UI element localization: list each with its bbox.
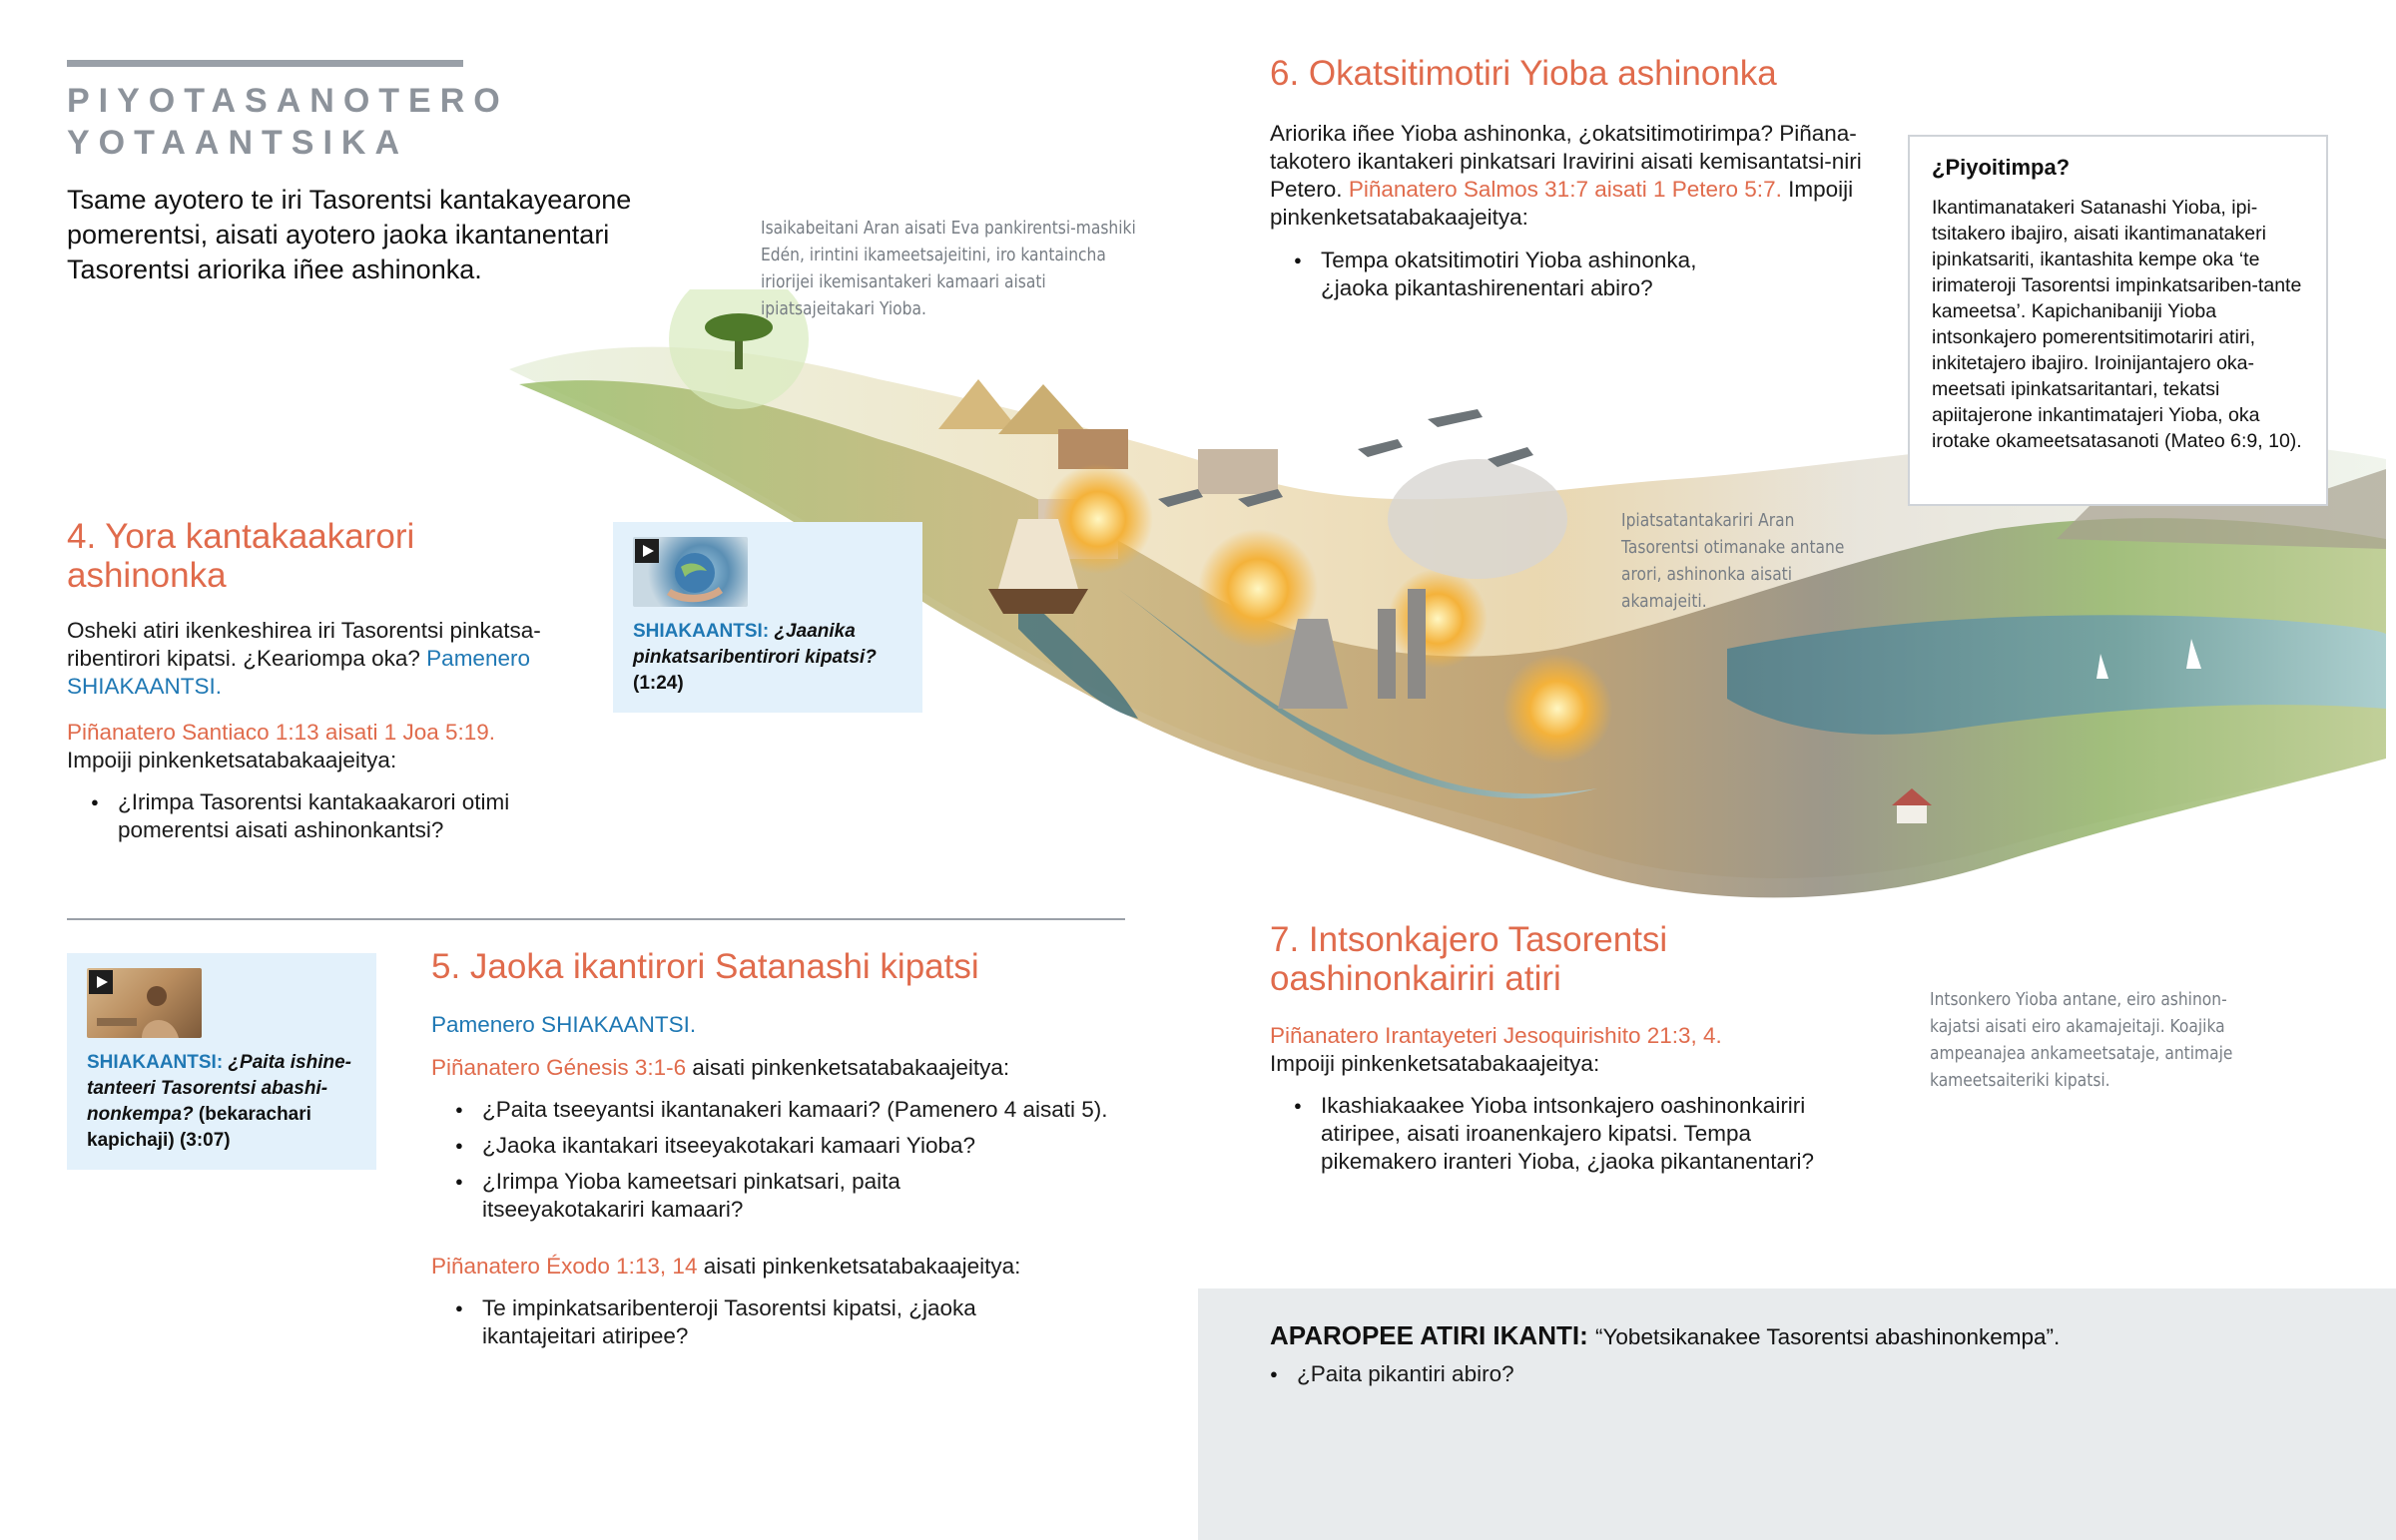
video-thumbnail[interactable] <box>87 968 202 1038</box>
video-duration: (1:24) <box>633 673 684 694</box>
section-4-reference[interactable]: Piñanatero Santiaco 1:13 aisati 1 Joa 5:19. <box>67 720 496 745</box>
video-extra: (bekarachari kapichaji) <box>87 1104 311 1151</box>
play-icon[interactable] <box>89 970 113 994</box>
section-6-prompt: Impoiji pinkenketsatabakaajeitya: <box>1270 177 1854 230</box>
section-5-ref-1-tail: aisati pinkenketsatabakaajeitya: <box>686 1055 1010 1080</box>
others-say-questions <box>1270 1360 2268 1396</box>
section-7-title: 7. Intsonkajero Tasorentsi oashinonkairiri atiri <box>1270 920 1668 998</box>
section-4-text <box>67 617 566 701</box>
section-5-ref-1-line <box>431 1054 1130 1082</box>
section-5-title: 5. Jaoka ikantirori Satanashi kipatsi <box>431 947 979 986</box>
others-say-label: APAROPEE ATIRI IKANTI: <box>1270 1320 1588 1350</box>
section-6-reference[interactable]: Piñanatero Salmos 31:7 aisati 1 Petero 5:7. <box>1348 177 1782 202</box>
section-5-video-link[interactable]: Pamenero SHIAKAANTSI. <box>431 1012 697 1037</box>
others-say-line <box>1270 1318 2060 1354</box>
video-title[interactable]: ¿Paita ishine-tanteeri Tasorentsi abashi-nonkempa? <box>87 1052 351 1125</box>
video-label: SHIAKAANTSI: <box>87 1052 224 1073</box>
video-box-2[interactable] <box>67 953 376 1170</box>
caption-future: Intsonkero Yioba antane, eiro ashinon-kajatsi aisati eiro akamajeitaji. Koajika ampeanajea ankameetsataje, antimaje kameetsaiteriki kipatsi. <box>1930 989 2233 1091</box>
section-5-ref-2-line <box>431 1253 1130 1281</box>
video-1-caption <box>633 619 902 697</box>
section-6-title: 6. Okatsitimotiri Yioba ashinonka <box>1270 54 1777 93</box>
section-6-questions <box>1294 247 1743 310</box>
video-thumbnail[interactable] <box>633 537 748 607</box>
did-you-know-body: Ikantimanatakeri Satanashi Yioba, ipi-tsitakero ibajiro, aisati ikantimanatakeri ipinkatsariti, ikantashita kempe oka ‘te irimateroji Tasorentsi impinkatsariben-tante kameetsa’. Kapichanibaniji Yioba intsonkajero pomerentsitimotariri atiri, inkitetajero ibajiro. Iroinijantajero oka-meetsati ipinkatsaritantari, tekatsi apiitajerone inkantimatajeri Yioba, oka irotake okameetsatasanoti (Mateo 6:9, 10). <box>1932 197 2302 452</box>
video-2-caption <box>87 1050 356 1154</box>
section-4-video-link[interactable]: Pamenero SHIAKAANTSI. <box>67 646 530 699</box>
did-you-know-box <box>1908 135 2328 506</box>
caption-eden: Isaikabeitani Aran aisati Eva pankirentsi-mashiki Edén, irintini ikameetsajeitini, iro kantaincha iriorijei ikemisantakeri kamaari aisati ipiatsajeitakari Yioba. <box>761 218 1136 319</box>
question-item: ● ¿Paita tseeyantsi ikantanakeri kamaari? (Pamenero 4 aisati 5). <box>455 1096 1134 1124</box>
section-6-text <box>1270 120 1879 232</box>
section-4-text-a: Osheki atiri ikenkeshirea iri Tasorentsi pinkatsa-ribentirori kipatsi. ¿Keariompa oka? <box>67 618 541 671</box>
question-item: ● ¿Irimpa Yioba kameetsari pinkatsari, paita itseeyakotakariri kamaari? <box>455 1168 934 1224</box>
kicker-line-1: PIYOTASANOTERO <box>67 82 509 120</box>
section-5-questions-2 <box>455 1294 1014 1358</box>
section-divider <box>67 918 1125 920</box>
section-7-reference[interactable]: Piñanatero Irantayeteri Jesoquirishito 21:3, 4. <box>1270 1023 1722 1048</box>
section-6-paragraph: Ariorika iñee Yioba ashinonka, ¿okatsitimotirimpa? Piñana-takotero ikantakeri pinkatsari Iravirini aisati kemisantatsi-niri Petero. <box>1270 121 1862 202</box>
section-4-prompt: Impoiji pinkenketsatabakaajeitya: <box>67 748 397 772</box>
section-5-ref-2-tail: aisati pinkenketsatabakaajeitya: <box>697 1254 1021 1279</box>
question-item: ● ¿Paita pikantiri abiro? <box>1270 1360 2268 1388</box>
others-say-panel <box>1198 1288 2396 1540</box>
video-label: SHIAKAANTSI: <box>633 621 770 642</box>
section-4-title: 4. Yora kantakaakarori ashinonka <box>67 517 415 595</box>
question-item: ● ¿Irimpa Tasorentsi kantakaakarori otimi pomerentsi aisati ashinonkantsi? <box>91 788 560 844</box>
video-title[interactable]: ¿Jaanika pinkatsaribentirori kipatsi? <box>633 621 877 668</box>
play-icon[interactable] <box>635 539 659 563</box>
section-7-questions <box>1294 1092 1863 1184</box>
section-4-questions <box>91 788 560 852</box>
others-say-quote: “Yobetsikanakee Tasorentsi abashinonkempa”. <box>1594 1324 2061 1349</box>
section-5-reference-1[interactable]: Piñanatero Génesis 3:1-6 <box>431 1055 687 1080</box>
question-item: ● Te impinkatsaribenteroji Tasorentsi kipatsi, ¿jaoka ikantajeitari atiripee? <box>455 1294 1014 1350</box>
kicker-line-2: YOTAANTSIKA <box>67 124 409 162</box>
section-5-questions-1 <box>455 1096 1134 1232</box>
header-rule <box>67 60 463 67</box>
question-item: ● Tempa okatsitimotiri Yioba ashinonka, ¿jaoka pikantashirenentari abiro? <box>1294 247 1743 302</box>
lesson-kicker <box>67 80 509 164</box>
section-5-reference-2[interactable]: Piñanatero Éxodo 1:13, 14 <box>431 1254 698 1279</box>
did-you-know-title: ¿Piyoitimpa? <box>1932 155 2071 180</box>
question-item: ● Ikashiakaakee Yioba intsonkajero oashinonkairiri atiripee, aisati iroanenkajero kipatsi. Tempa pikemakero iranteri Yioba, ¿jaoka pikantanentari? <box>1294 1092 1863 1176</box>
section-7-prompt: Impoiji pinkenketsatabakaajeitya: <box>1270 1051 1600 1076</box>
caption-suffering: Ipiatsatantakariri Aran Tasorentsi otimanake antane arori, ashinonka aisati akamajeiti. <box>1621 510 1845 612</box>
intro-paragraph: Tsame ayotero te iri Tasorentsi kantakayearone pomerentsi, aisati ayotero jaoka ikantanentari Tasorentsi ariorika iñee ashinonka. <box>67 185 632 284</box>
video-duration: (3:07) <box>179 1130 231 1151</box>
question-item: ● ¿Jaoka ikantakari itseeyakotakari kamaari Yioba? <box>455 1132 1134 1160</box>
video-box-1[interactable] <box>613 522 922 713</box>
